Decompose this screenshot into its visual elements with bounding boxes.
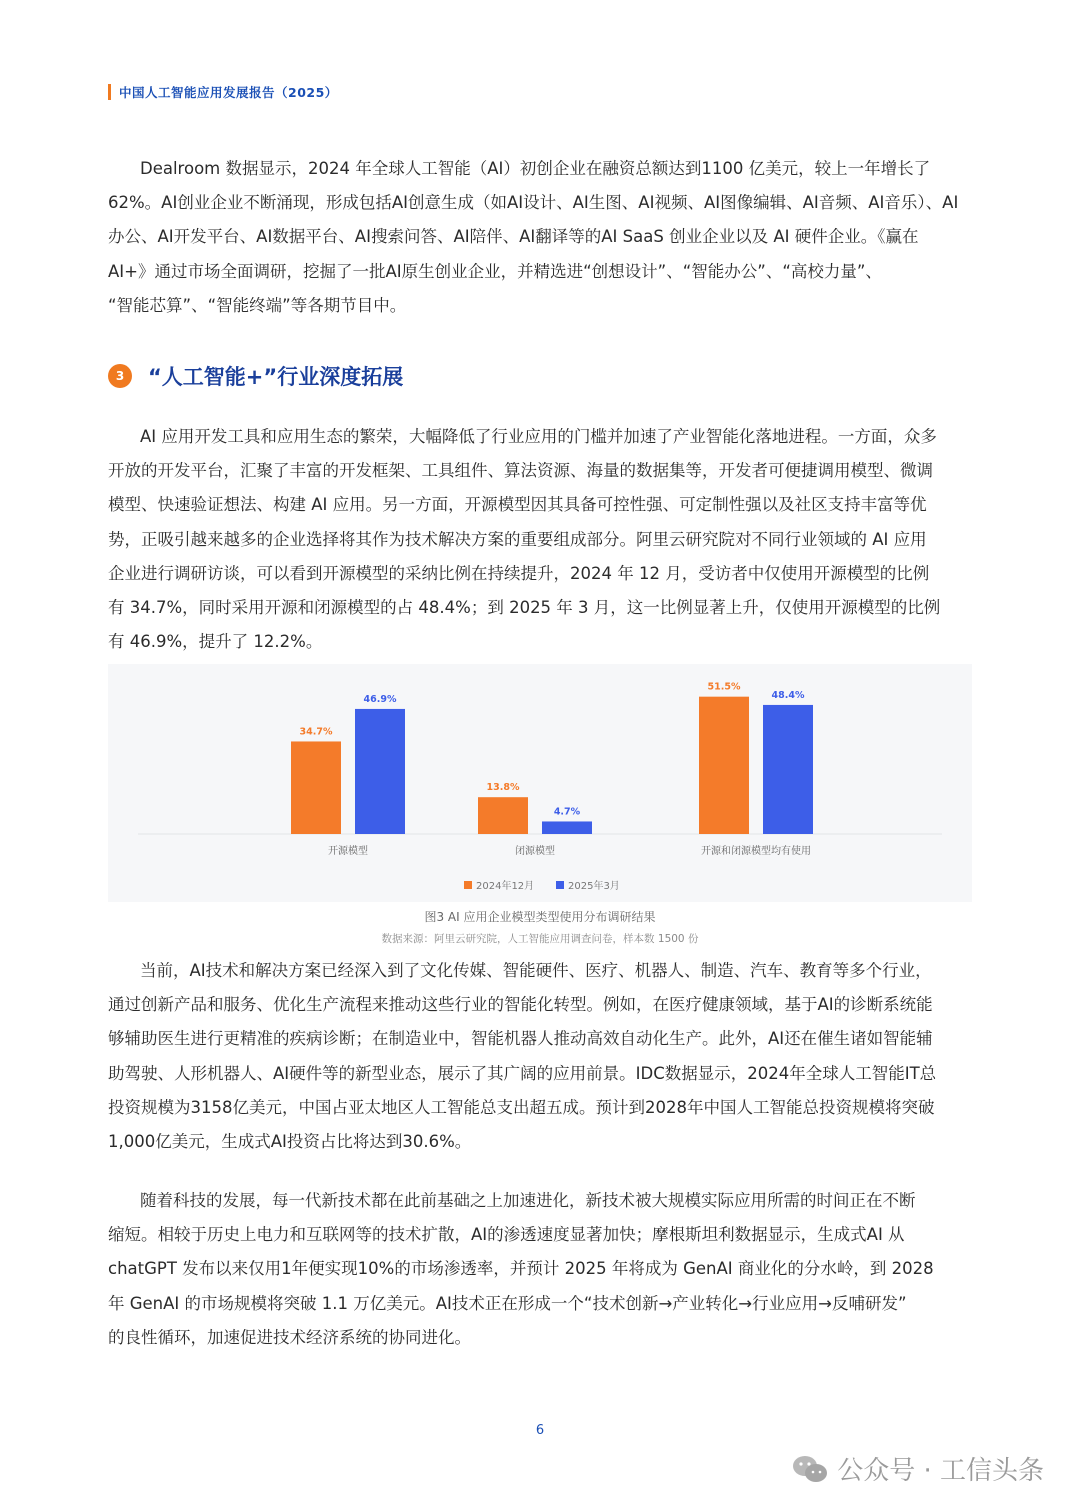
- paragraph-dealroom: [108, 152, 974, 323]
- text-line: chatGPT 发布以来仅用1年便实现10%的市场渗透率，并预计 2025 年将成为 GenAI 商业化的分水岭，到 2028: [108, 1259, 934, 1279]
- text-line: Dealroom 数据显示，2024 年全球人工智能（AI）初创企业在融资总额达到1100 亿美元，较上一年增长了: [140, 159, 931, 178]
- wechat-icon: [791, 1454, 829, 1484]
- legend-label: 2025年3月: [568, 881, 620, 892]
- bar-2025-03: [542, 821, 592, 834]
- running-header: [108, 82, 338, 102]
- legend-swatch-2025-03: [556, 881, 564, 889]
- text-line: 模型、快速验证想法、构建 AI 应用。另一方面，开源模型因其具备可控性强、可定制性强以及社区支持丰富等优: [108, 495, 927, 515]
- text-line: 助驾驶、人形机器人、AI硬件等的新型业态，展示了其广阔的应用前景。IDC数据显示，2024年全球人工智能IT总: [108, 1063, 937, 1083]
- watermark: [791, 1450, 1044, 1487]
- data-label: 51.5%: [707, 681, 741, 693]
- legend-swatch-2024-12: [464, 881, 472, 889]
- text-line: 当前，AI技术和解决方案已经深入到了文化传媒、智能硬件、医疗、机器人、制造、汽车、教育等多个行业，: [140, 961, 932, 980]
- text-line: 有 34.7%，同时采用开源和闭源模型的占 48.4%；到 2025 年 3 月，这一比例显著上升，仅使用开源模型的比例: [108, 597, 941, 617]
- data-label: 13.8%: [486, 782, 520, 794]
- text-line: 开放的开发平台，汇聚了丰富的开发框架、工具组件、算法资源、海量的数据集等，开发者可便捷调用模型、微调: [108, 461, 933, 481]
- text-line: 62%。AI创业企业不断涌现，形成包括AI创意生成（如AI设计、AI生图、AI视频、AI图像编辑、AI音频、AI音乐）、AI: [108, 193, 959, 213]
- text-line: “智能芯算”、“智能终端”等各期节目中。: [108, 295, 407, 315]
- text-line: AI 应用开发工具和应用生态的繁荣，大幅降低了行业应用的门槛并加速了产业智能化落地进程。一方面，众多: [140, 427, 937, 446]
- figure-source: 数据来源：阿里云研究院，人工智能应用调查问卷，样本数 1500 份: [381, 933, 699, 945]
- text-line: 的良性循环，加速促进技术经济系统的协同进化。: [108, 1327, 471, 1347]
- text-line: 有 46.9%，提升了 12.2%。: [108, 632, 323, 652]
- figure-caption: 图3 AI 应用企业模型类型使用分布调研结果: [424, 910, 656, 924]
- paragraph-tech-diffusion: [108, 1184, 974, 1355]
- section-title: “人工智能+”行业深度拓展: [148, 365, 404, 389]
- bar-2025-03: [763, 705, 813, 834]
- bar-2024-12: [478, 797, 528, 834]
- data-label: 34.7%: [299, 726, 333, 738]
- page-number: 6: [535, 1423, 545, 1438]
- legend: [464, 879, 620, 892]
- category-label: 开源模型: [328, 846, 368, 857]
- text-line: 年 GenAI 的市场规模将突破 1.1 万亿美元。AI技术正在形成一个“技术创新→产业转化→行业应用→反哺研发”: [108, 1293, 907, 1313]
- section-number-badge: 3: [108, 364, 132, 388]
- data-label: 4.7%: [553, 806, 581, 818]
- watermark-text: 公众号 · 工信头条: [837, 1456, 1044, 1486]
- text-line: 势，正吸引越来越多的企业选择将其作为技术解决方案的重要组成部分。阿里云研究院对不同行业领域的 AI 应用: [108, 529, 927, 549]
- text-line: 通过创新产品和服务、优化生产流程来推动这些行业的智能化转型。例如，在医疗健康领域，基于AI的诊断系统能: [108, 995, 933, 1015]
- bar-chart-svg: [108, 664, 972, 902]
- text-line: AI+》通过市场全面调研，挖掘了一批AI原生创业企业，并精选进“创想设计”、“智能办公”、“高校力量”、: [108, 261, 882, 281]
- text-line: 投资规模为3158亿美元，中国占亚太地区人工智能总支出超五成。预计到2028年中国人工智能总投资规模将突破: [108, 1097, 935, 1117]
- text-line: 随着科技的发展，每一代新技术都在此前基础之上加速进化，新技术被大规模实际应用所需的时间正在不断: [140, 1191, 916, 1210]
- category-label: 开源和闭源模型均有使用: [701, 846, 811, 857]
- bar-2025-03: [355, 709, 405, 834]
- bar-chart: [108, 664, 972, 902]
- paragraph-industry-adoption: [108, 954, 974, 1159]
- data-label: 46.9%: [363, 693, 397, 705]
- header-accent-bar: [108, 84, 111, 100]
- text-line: 够辅助医生进行更精准的疾病诊断；在制造业中，智能机器人推动高效自动化生产。此外，AI还在催生诸如智能辅: [108, 1029, 933, 1049]
- section-heading: [108, 358, 403, 394]
- data-label: 48.4%: [771, 689, 805, 701]
- bar-2024-12: [291, 741, 341, 834]
- bar-2024-12: [699, 697, 749, 834]
- paragraph-ai-dev-tools: [108, 420, 974, 659]
- text-line: 办公、AI开发平台、AI数据平台、AI搜索问答、AI陪伴、AI翻译等的AI SaaS 创业企业以及 AI 硬件企业。《赢在: [108, 227, 919, 247]
- report-title: 中国人工智能应用发展报告（2025）: [119, 85, 338, 100]
- category-label: 闭源模型: [515, 846, 555, 857]
- text-line: 企业进行调研访谈，可以看到开源模型的采纳比例在持续提升，2024 年 12 月，受访者中仅使用开源模型的比例: [108, 563, 930, 583]
- legend-label: 2024年12月: [476, 881, 535, 892]
- text-line: 1,000亿美元，生成式AI投资占比将达到30.6%。: [108, 1131, 472, 1151]
- text-line: 缩短。相较于历史上电力和互联网等的技术扩散，AI的渗透速度显著加快；摩根斯坦利数据显示，生成式AI 从: [108, 1225, 905, 1245]
